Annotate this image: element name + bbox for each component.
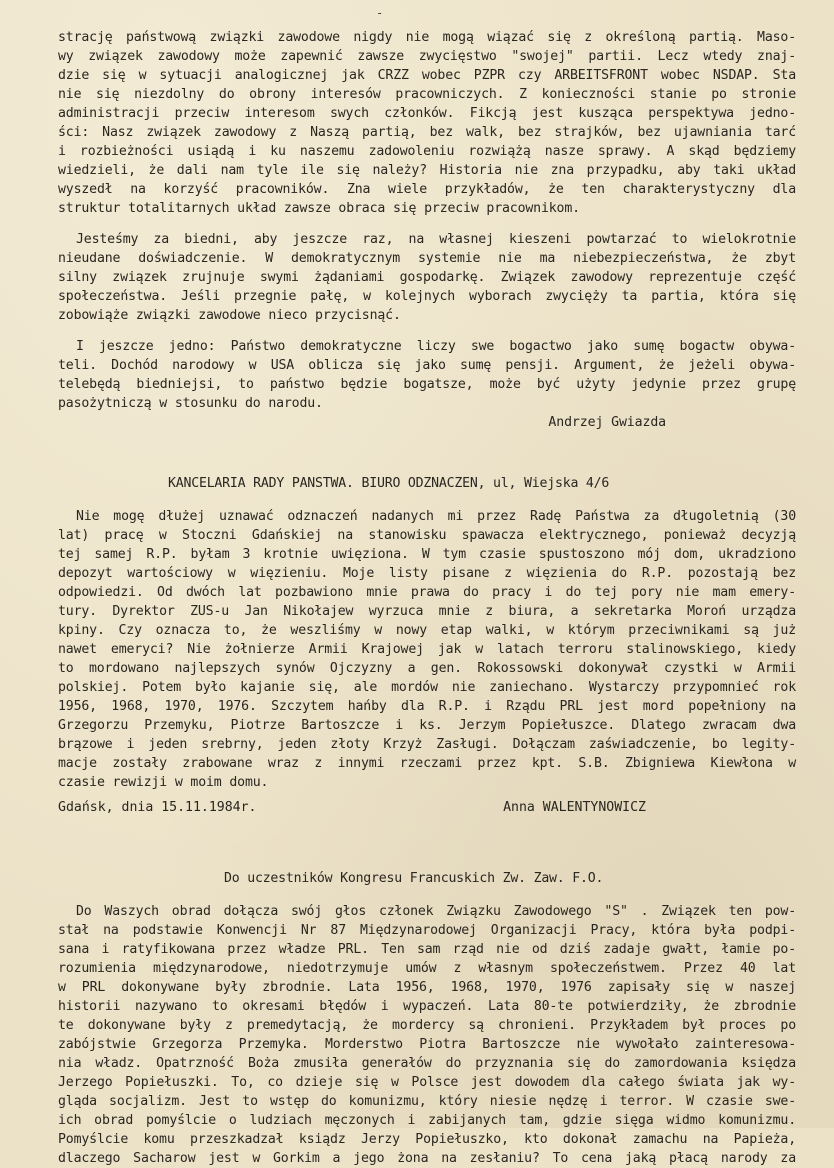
- text-line: nawet emeryci? Nie żołnierze Armii Krajowej jak w latach terroru stalinowskiego, kiedy: [58, 642, 796, 657]
- page-mark: -: [376, 6, 384, 20]
- text-line: 1956, 1968, 1970, 1976. Szczytem hańby dla R.P. i Rządu PRL jest mord popełniony na: [58, 699, 796, 714]
- text-line: zobowiąże związki zawodowe nieco przycisnąć.: [58, 308, 401, 323]
- text-line: sana i ratyfikowana przez władze PRL. Ten sam rząd nie od dziś zadaje gwałt, łamie po-: [58, 942, 796, 957]
- text-line: kpiny. Czy oznacza to, że weszliśmy w nowy etap walki, w którym przeciwnikami są już: [58, 623, 796, 638]
- text-line: nie się niezdolny do obrony interesów pracowniczych. Z konieczności stanie po stronie: [58, 87, 796, 102]
- date-signature-row: [58, 798, 796, 817]
- text-line: pasożytniczą w stosunku do narodu.: [58, 396, 323, 411]
- text-line: struktur totalitarnych układ zawsze obraca się przeciw pracownikom.: [58, 201, 580, 216]
- text-line: wiedzieli, że dali nam tyle ile się należy? Historia nie zna przypadku, aby taki układ: [58, 163, 796, 178]
- text-line: strację państwową związki zawodowe nigdy nie mogą wiązać się z określoną partią. Maso-: [58, 30, 796, 45]
- text-line: nia władz. Opatrzność Boża zmusiła generałów do przyznania się do zamordowania księdza: [58, 1056, 796, 1071]
- text-line: te dokonywane były z premedytacją, że mordercy są chronieni. Przykładem był proces po: [58, 1018, 796, 1033]
- text-line: zabójstwie Grzegorza Przemyka. Morderstwo Piotra Bartoszcze nie wywołało zainteresowa-: [58, 1037, 796, 1052]
- text-line: macje zostały zrabowane wraz z innymi rzeczami przez kpt. S.B. Zbigniewa Kiewłona w: [58, 756, 796, 771]
- text-line: dlaczego Sacharow jest w Gorkim a jego żona na zesłaniu? To cena jaką płacą narody za: [58, 1151, 796, 1166]
- text-line: społeczeństwa. Jeśli przegnie pałę, w kolejnych wyborach zwycięży ta partia, która się: [58, 289, 796, 304]
- congress-body: [58, 902, 796, 1168]
- text-line: rozumienia międzynarodowe, niedotrzymuje umów z własnym społeczeństwem. Przez 40 lat: [58, 961, 796, 976]
- paragraph-1: [58, 28, 796, 218]
- text-line: Grzegorzu Przemyku, Piotrze Bartoszcze i ks. Jerzym Popiełuszce. Dlatego zwracam dwa: [58, 718, 796, 733]
- section-letter-congress: [58, 869, 796, 1168]
- text-line: polskiej. Potem było kajanie się, ale mordów nie zaniechano. Wystarczy przypomnieć rok: [58, 680, 796, 695]
- paragraph-3: [58, 337, 796, 413]
- text-line: brązowe i jeden srebrny, jeden złoty Krzyż Zasługi. Dołączam zaświadczenie, bo legity-: [58, 737, 796, 752]
- text-line: Nie mogę dłużej uznawać odznaczeń nadanych mi przez Radę Państwa za długoletnią (30: [76, 509, 796, 524]
- text-line: odpowiedzi. Od dwóch lat pozbawiono mnie prawa do pracy i do tej pory nie mam emery-: [58, 585, 796, 600]
- text-line: Pomyślcie komu przeszkadzał ksiądz Jerzy Popiełuszko, kto dokonał zamachu na Papieża,: [58, 1132, 796, 1147]
- paragraph-2: [58, 230, 796, 325]
- text-line: Jerzego Popiełuszki. To, co dzieje się w Polsce jest dowodem dla całego świata jak wy-: [58, 1075, 796, 1090]
- text-line: Do Waszych obrad dołącza swój głos członek Związku Zawodowego "S" . Związek ten pow-: [76, 904, 796, 919]
- text-line: tury. Dyrektor ZUS-u Jan Nikołajew wyrzuca mnie z biura, a sekretarka Moroń urządza: [58, 604, 796, 619]
- text-line: i rozbieżności usiądą i ku naszemu zadowoleniu rozwiążą nasze sprawy. A skąd będziemy: [58, 144, 796, 159]
- text-line: czasie rewizji w moim domu.: [58, 775, 269, 790]
- text-line: Jesteśmy za biedni, aby jeszcze raz, na własnej kieszeni powtarzać to wielokrotnie: [76, 232, 796, 247]
- text-line: administracji przeciw interesom swych członków. Fikcją jest kusząca perspektywa jedno-: [58, 106, 796, 121]
- text-line: lat) pracę w Stoczni Gdańskiej na stanowisku spawacza elektrycznego, ponieważ decyzją: [58, 528, 796, 543]
- signature-gwiazda: Andrzej Gwiazda: [548, 415, 666, 430]
- text-line: wy związek zawodowy może zapewnić zawsze zwycięstwo "swojej" partii. Lecz wtedy znaj-: [58, 49, 796, 64]
- text-line: nieudane doświadczenie. W demokratycznym systemie nie ma niebezpieczeństwa, że zbyt: [58, 251, 796, 266]
- congress-heading: Do uczestników Kongresu Francuskich Zw. Zaw. F.O.: [224, 871, 604, 886]
- text-line: stał na podstawie Konwencji Nr 87 Międzynarodowej Organizacji Pracy, która była podpi-: [58, 923, 796, 938]
- text-line: telebędą biedniejsi, to państwo będzie bogatsze, może być użyty jedynie przez grupę: [58, 377, 796, 392]
- text-line: w PRL dokonywane były zbrodnie. Lata 1956, 1968, 1970, 1976 zapisały się w naszej: [58, 980, 796, 995]
- text-line: ści: Nasz związek zawodowy z Naszą partią, bez walk, bez strajków, bez ujawniania tarć: [58, 125, 796, 140]
- section-article-end: [58, 28, 796, 432]
- text-line: dzie się w sytuacji analogicznej jak CRZZ wobec PZPR czy ARBEITSFRONT wobec NSDAP. Sta: [58, 68, 796, 83]
- text-line: gląda socjalizm. Jest to wstęp do komunizmu, który niesie nędzę i terror. W czasie swe-: [58, 1094, 796, 1109]
- text-line: depozyt wartościowy w więzieniu. Moje listy pisane z więzienia do R.P. pozostają bez: [58, 566, 796, 581]
- text-line: wyszedł na korzyść pracowników. Zna wiele przykładów, że ten charakterystyczny dla: [58, 182, 796, 197]
- text-line: silny związek zrujnuje swymi żądaniami gospodarkę. Związek zawodowy reprezentuje część: [58, 270, 796, 285]
- letter-body: [58, 507, 796, 792]
- section-letter-council: [58, 474, 796, 817]
- letter-date: Gdańsk, dnia 15.11.1984r.: [58, 800, 257, 815]
- text-line: teli. Dochód narodowy w USA oblicza się jako sumę pensji. Argument, że jeżeli obywa-: [58, 358, 796, 373]
- text-line: I jeszcze jedno: Państwo demokratyczne liczy swe bogactwo jako sumę bogactw obywa-: [76, 339, 796, 354]
- text-line: ich obrad pomyślcie o ludziach męczonych i zabijanych tam, gdzie sięga widmo komunizmu.: [58, 1113, 796, 1128]
- text-line: tej samej R.P. byłam 3 krotnie uwięziona. W tym czasie spustoszono mój dom, ukradziono: [58, 547, 796, 562]
- text-line: historii nazywano to okresami błędów i wypaczeń. Lata 80-te potwierdziły, że zbrodnie: [58, 999, 796, 1014]
- text-line: to mordowano najlepszych synów Ojczyzny a gen. Rokossowski dokonywał czystki w Armii: [58, 661, 796, 676]
- letter-heading: KANCELARIA RADY PANSTWA. BIURO ODZNACZEN, ul, Wiejska 4/6: [168, 476, 610, 491]
- signature-walentynowicz: Anna WALENTYNOWICZ: [503, 800, 646, 815]
